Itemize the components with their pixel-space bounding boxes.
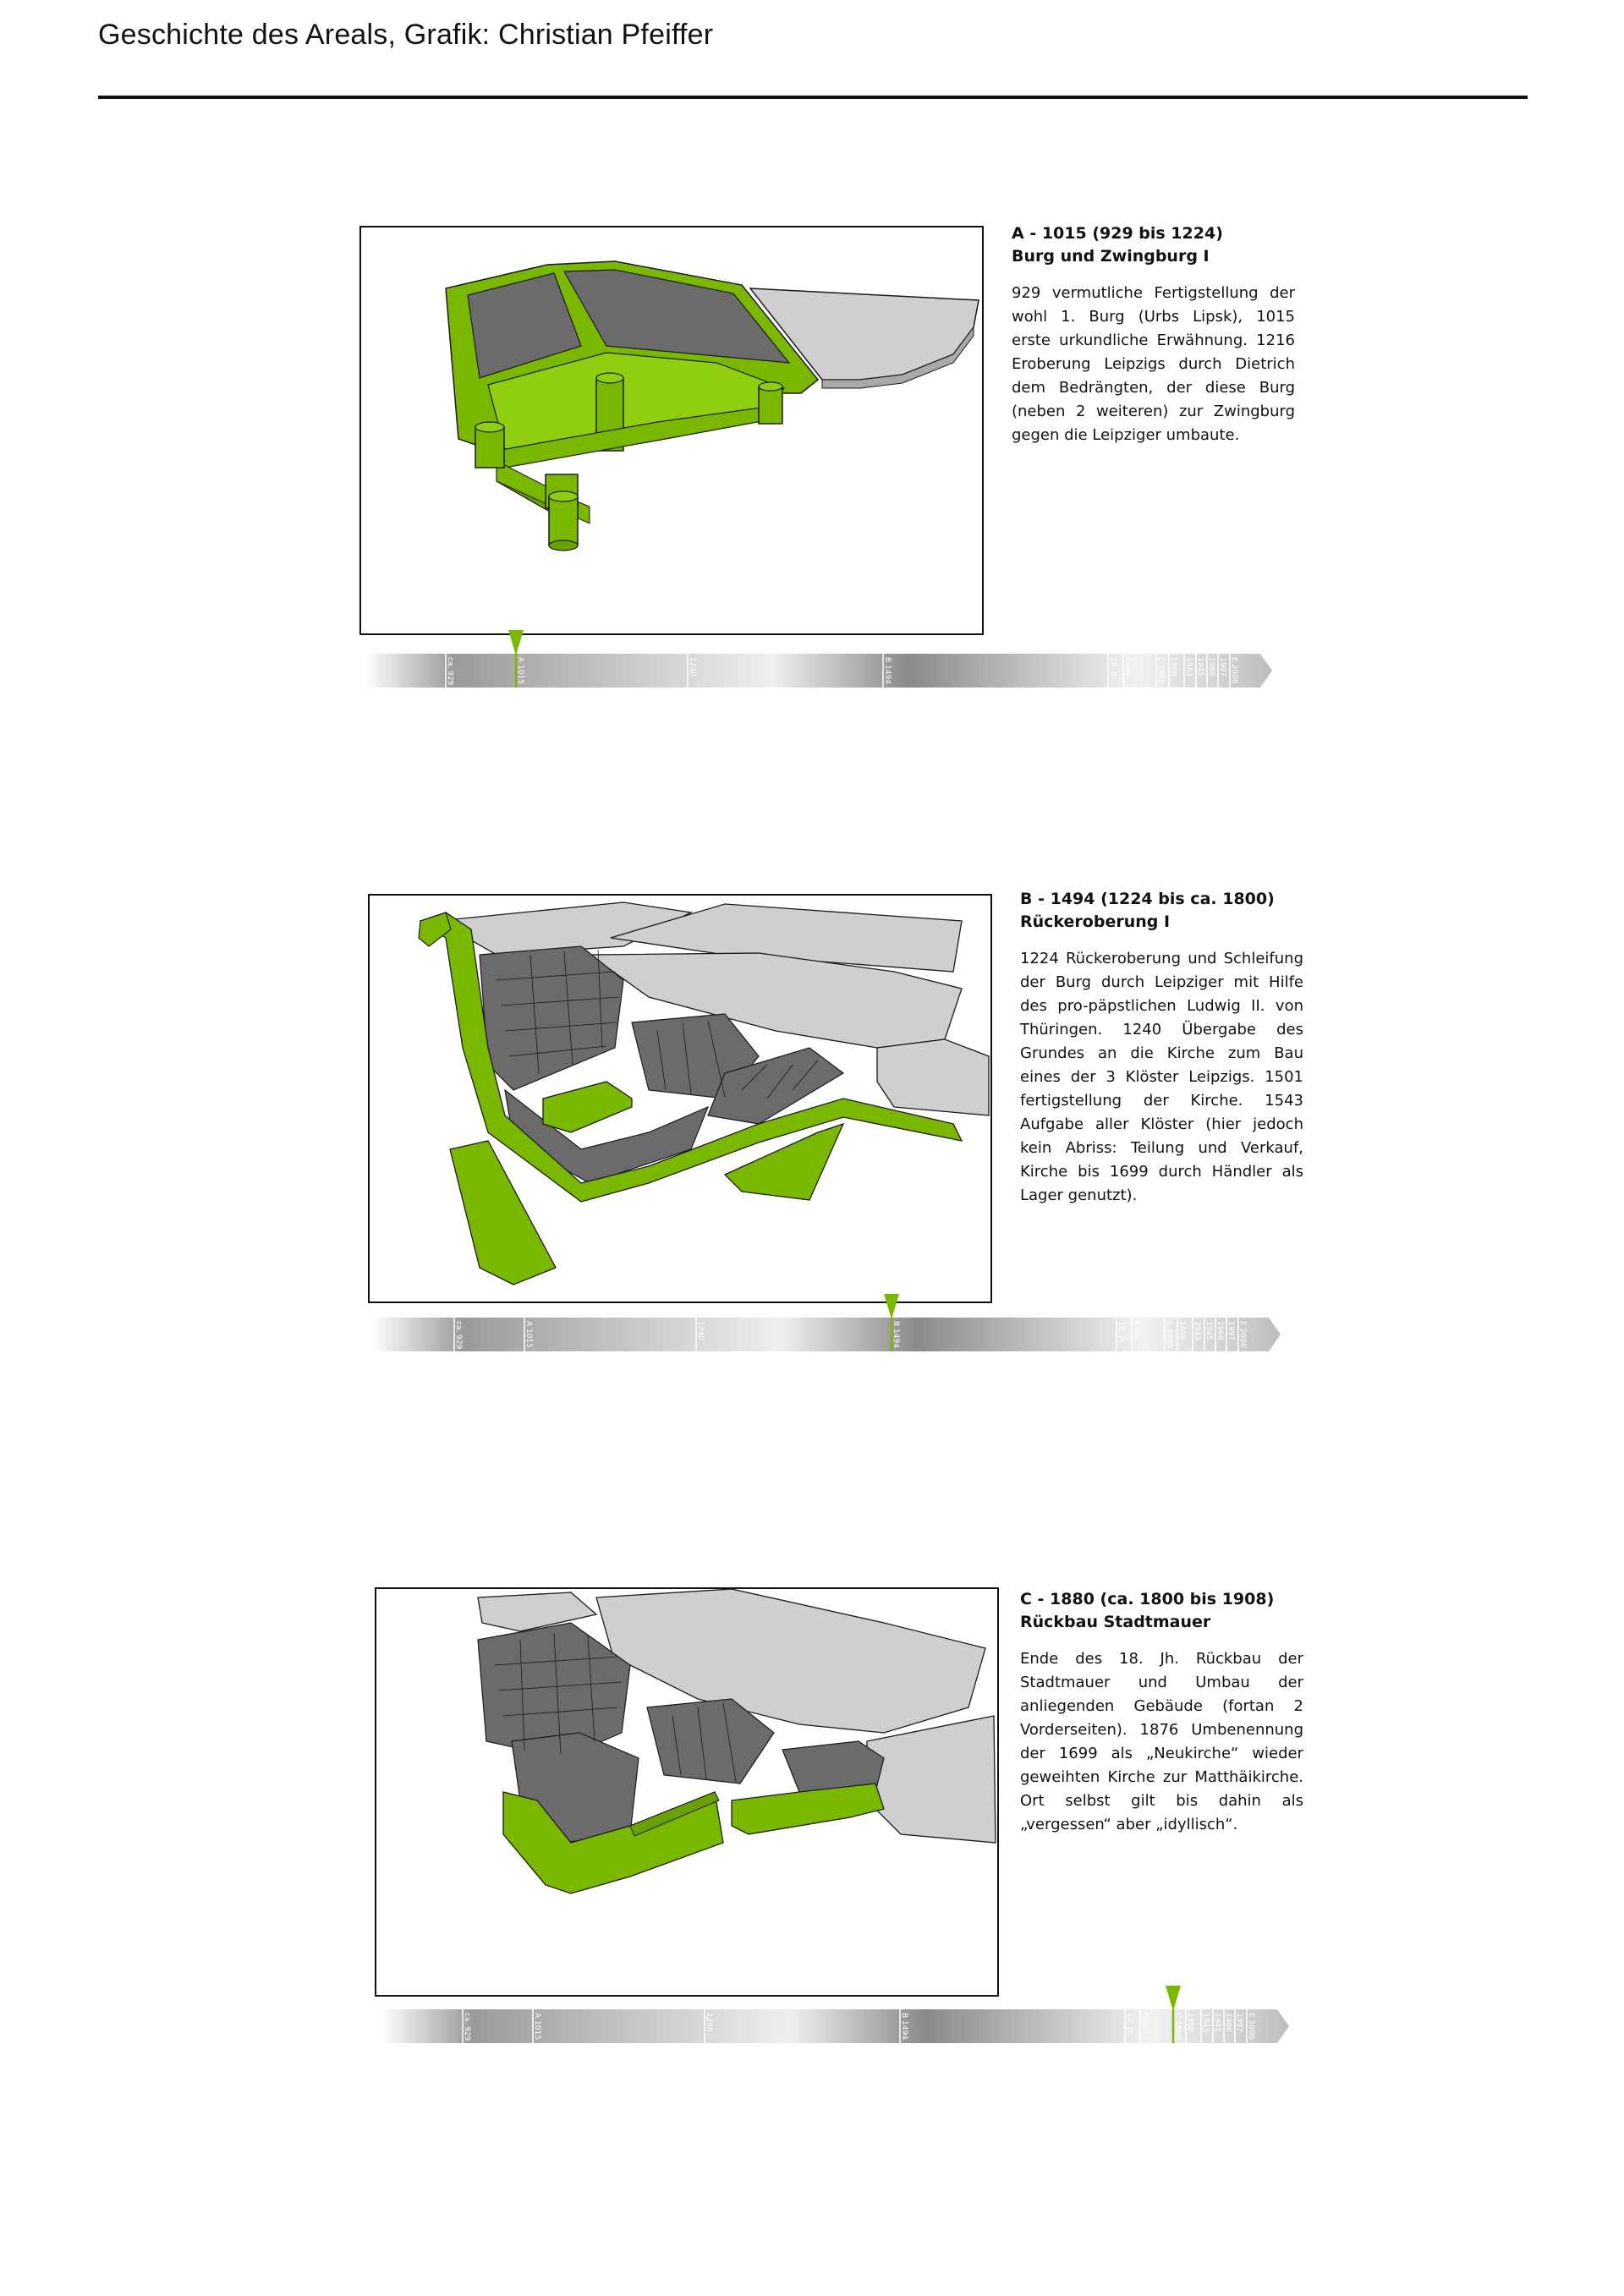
caption-b [1020,888,1303,1208]
timeline-tick-label: Ende [1140,2013,1149,2032]
caption-c-heading: C - 1880 (ca. 1800 bis 1908) [1020,1590,1275,1608]
timeline-bar [372,1294,1303,1362]
timeline-tick-label: B 1494 [892,1321,900,1348]
timeline-tick-label: B 1494 [900,2013,908,2040]
timeline-b [372,1294,1303,1362]
timeline-track [364,654,1272,688]
timeline-active-marker [884,1294,899,1319]
timeline-tick-label: 1968 [1224,2013,1232,2032]
timeline-tick-label: 1943 [1201,2013,1210,2032]
caption-a-heading: A - 1015 (929 bis 1224) [1012,224,1223,243]
timeline-tick-label: E 2006 [1230,657,1238,684]
map-c-drawing [376,1589,997,1995]
timeline-tick-label: 1945 [1196,657,1204,677]
timeline-tick-label: 18. Jh. [1125,2013,1133,2037]
timeline-tick-label: 1997 [1235,2013,1243,2032]
caption-a-body: 929 vermutliche Fertigstellung der wohl 1. Burg (Urbs Lipsk), 1015 erste urkundliche Erwähnung. 1216 Eroberung Leipzigs durch Dietrich dem Bedrängten, der diese Burg (neben 2 weiteren) zur Zwingburg gegen die Leipziger umbaute. [1012,284,1295,444]
timeline-tick-label: A 1015 [516,657,524,684]
timeline-tick-label: 1997 [1218,657,1226,677]
timeline-tick-label: Ende [1123,657,1132,677]
timeline-active-marker [508,630,524,655]
caption-c-body: Ende des 18. Jh. Rückbau der Stadtmauer und Umbau der anliegenden Gebäude (fortan 2 Vorderseiten). 1876 Umbenennung der 1699 als „Neukirche“ wieder geweihten Kirche zur Matthäikirche. Ort selbst gilt bis dahin als „vergessen“ aber „idyllisch“. [1020,1650,1303,1833]
timeline-tick-label: 1968 [1215,1321,1224,1340]
caption-c-subtitle: Rückbau Stadtmauer [1020,1613,1211,1631]
timeline-tick-label: 1240 [688,657,696,677]
timeline-bar [364,630,1294,698]
timeline-tick-label: 1908 [1177,1321,1186,1340]
map-a-drawing [361,227,982,633]
caption-a-subtitle: Burg und Zwingburg I [1012,247,1210,266]
timeline-active-marker [1166,1986,1181,2011]
timeline-tick-label: 1945 [1213,2013,1221,2032]
timeline-tick-label: 1240 [696,1321,705,1340]
timeline-tick-label: 1943 [1193,1321,1201,1340]
timeline-tick-label: 1908 [1186,2013,1194,2032]
timeline-tick-label: A 1015 [524,1321,533,1348]
timeline-tick-label: A 1015 [533,2013,541,2040]
title-divider [98,96,1528,99]
timeline-tick-label: Ende [1132,1321,1140,1340]
page-title: Geschichte des Areals, Grafik: Christian Pfeiffer [98,19,714,51]
timeline-track [372,1318,1281,1351]
map-b-drawing [370,896,990,1301]
timeline-a [364,630,1294,698]
timeline-tick-label: ca. 929 [454,1321,463,1350]
timeline-tick-label: 1997 [1226,1321,1235,1340]
timeline-tick-label: ca. 929 [446,657,454,686]
timeline-tick-label: C 1880 [1173,2013,1182,2041]
timeline-track [381,2009,1289,2043]
timeline-tick-label: 1943 [1184,657,1193,677]
timeline-tick-label: 1908 [1169,657,1177,677]
caption-b-subtitle: Rückeroberung I [1020,912,1171,931]
caption-b-body: 1224 Rückeroberung und Schleifung der Burg durch Leipziger mit Hilfe des pro-päpstlichen Ludwig II. von Thüringen. 1240 Übergabe des Grundes an die Kirche zum Bau eines der 3 Klöster Leipzigs. 1501 fertigstellung der Kirche. 1543 Aufgabe aller Klöster (hier jedoch kein Abriss: Teilung und Verkauf, Kirche bis 1699 durch Händler als Lager genutzt). [1020,950,1303,1204]
caption-b-heading: B - 1494 (1224 bis ca. 1800) [1020,890,1275,908]
caption-a [1012,222,1295,447]
timeline-tick-label: 1968 [1207,657,1215,677]
timeline-tick-label: 1945 [1204,1321,1213,1340]
timeline-tick-label: ca. 929 [463,2013,471,2041]
timeline-tick-label: E 2006 [1238,1321,1247,1348]
timeline-tick-label: 18. Jh. [1108,657,1116,682]
timeline-tick-label: E 2006 [1247,2013,1255,2040]
caption-c [1020,1588,1303,1837]
timeline-tick-label: 18. Jh. [1116,1321,1125,1345]
map-illustration-c [375,1587,999,1997]
timeline-tick-label: C 1880 [1165,1321,1173,1349]
timeline-tick-label: B 1494 [883,657,892,684]
timeline-tick-label: 1240 [705,2013,713,2032]
map-illustration-b [368,894,992,1303]
timeline-bar [381,1986,1311,2053]
timeline-c [381,1986,1311,2053]
timeline-tick-label: C 1880 [1156,657,1165,685]
map-illustration-a [359,226,984,635]
